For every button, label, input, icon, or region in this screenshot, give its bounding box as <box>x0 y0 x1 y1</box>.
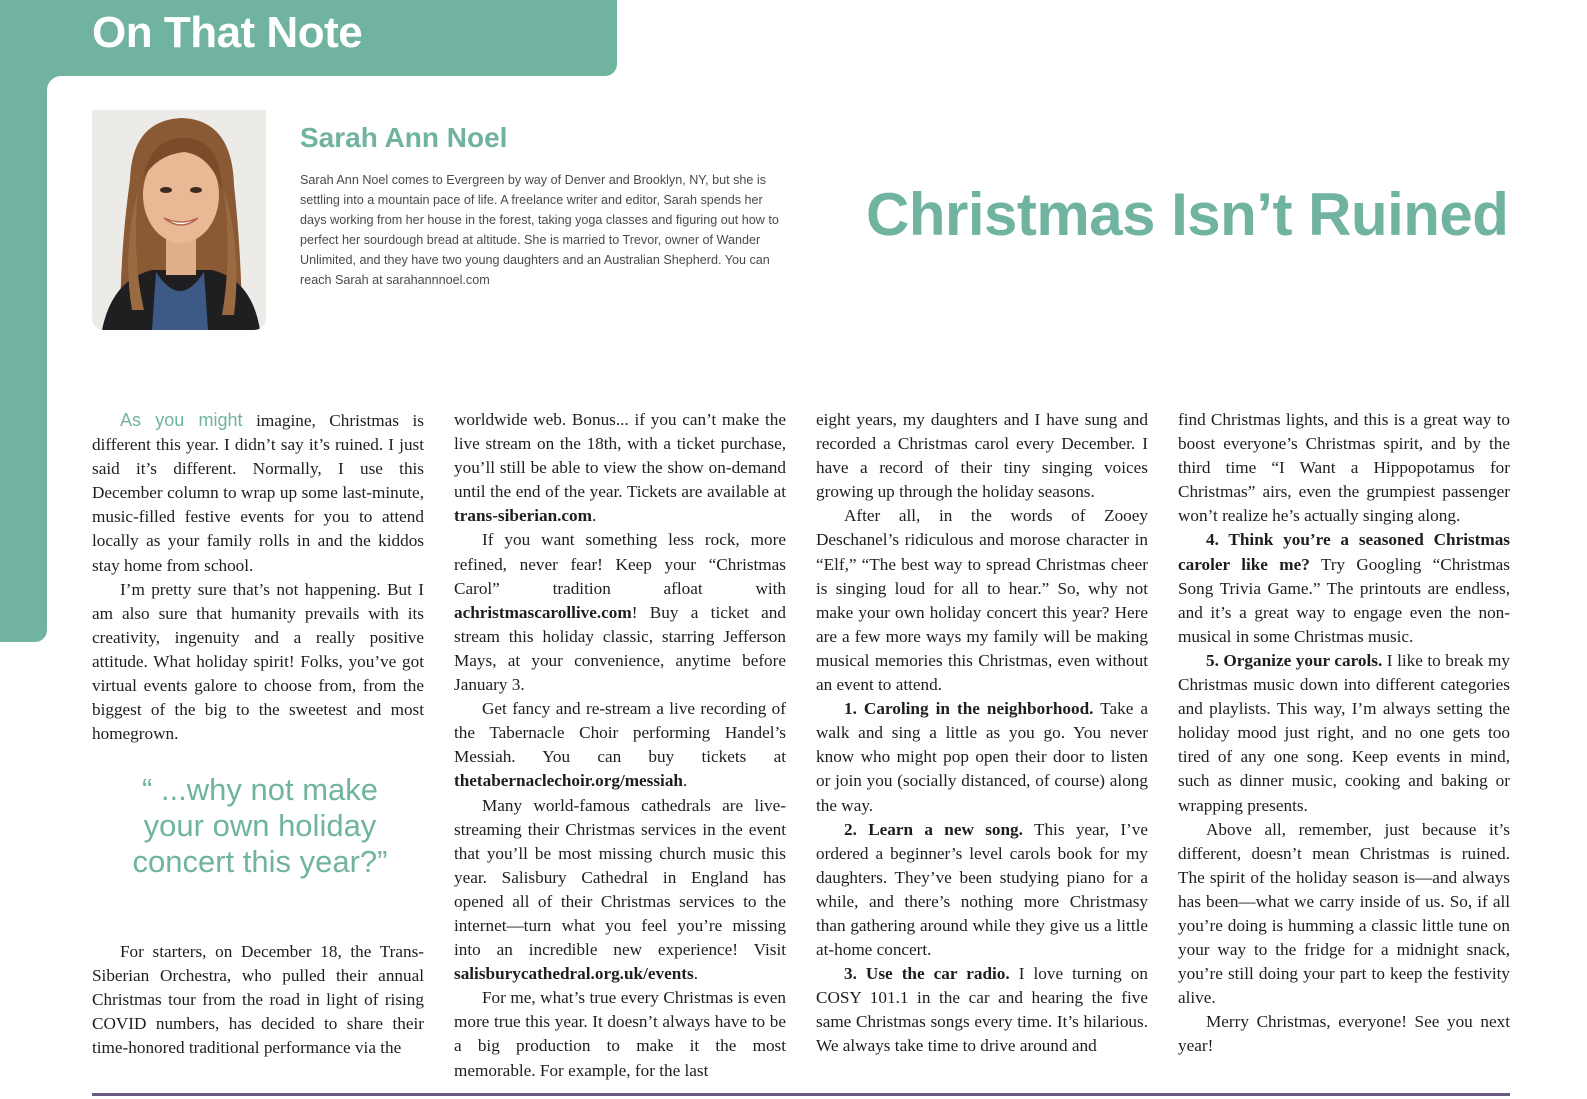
teal-side-band <box>0 0 47 642</box>
link-trans-siberian: trans-siberian.com <box>454 506 592 526</box>
paragraph: worldwide web. Bonus... if you can’t make the live stream on the 18th, with a ticket purchase, you’ll still be able to view the show on-demand until the end of the year. Tickets are available at trans-siberian.com. <box>454 410 786 526</box>
list-item: 1. Caroling in the neighborhood. Take a walk and sing a little as you go. You never know who might pop open their door to listen or join you (socially distanced, of course) along the way. <box>816 699 1148 815</box>
link-christmas-carol: achristmascarollive.com <box>454 602 632 622</box>
paragraph: Merry Christmas, everyone! See you next year! <box>1178 1012 1510 1056</box>
author-portrait-image <box>92 110 266 330</box>
article-column-4 <box>1178 408 1510 1059</box>
paragraph: If you want something less rock, more refined, never fear! Keep your “Christmas Carol” tradition afloat with achristmascarollive.com! Buy a ticket and stream this holiday classic, starring Jefferson Mays, at your convenience, anytime before January 3. <box>454 530 786 695</box>
author-photo <box>92 110 266 330</box>
paragraph: For starters, on December 18, the Trans-Siberian Orchestra, who pulled their annual Christmas tour from the road in light of rising COVID numbers, has decided to share their time-honored traditional performance via the <box>92 942 424 1058</box>
pull-quote: “ ...why not make your own holiday concert this year?” <box>132 772 388 879</box>
section-title: On That Note <box>92 8 363 57</box>
article-column-3 <box>816 408 1148 1059</box>
paragraph: Many world-famous cathedrals are live-streaming their Christmas services in the event that you’ll be most missing church music this year. Salisbury Cathedral in England has opened all of their Christmas services to the internet—turn what you feel you’re missing into an incredible new experience! Visit salisburycathedral.org.uk/events. <box>454 795 786 984</box>
article-headline: Christmas Isn’t Ruined <box>866 181 1509 248</box>
paragraph: As you might imagine, Christmas is different this year. I didn’t say it’s ruined. I just said it’s different. Normally, I use this December column to wrap up some last-minute, music-filled festive events for you to attend locally as your family rolls in and the kiddos stay home from school. <box>92 410 425 575</box>
author-name: Sarah Ann Noel <box>300 122 508 153</box>
article-column-1 <box>92 408 424 746</box>
paragraph: Above all, remember, just because it’s different, doesn’t mean Christmas is ruined. The spirit of the holiday season is—and always has been—what we carry inside of us. So, if all you’re doing is humming a classic little tune on your way to the fridge for a midnight snack, you’re still doing your part to keep the festivity alive. <box>1178 819 1510 1008</box>
list-item: 2. Learn a new song. This year, I’ve ordered a beginner’s level carols book for my daughters. They’ve been studying piano for a while, and there’s nothing more Christmasy than gathering around while they give us a little at-home concert. <box>816 819 1148 960</box>
paragraph: After all, in the words of Zooey Deschanel’s ridiculous and morose character in “Elf,” “The best way to spread Christmas cheer is singing loud for all to hear.” So, why not make your own holiday concert this year? Here are a few more ways my family will be making musical memories this Christmas, even without an event to attend. <box>816 506 1148 695</box>
paragraph: eight years, my daughters and I have sung and recorded a Christmas carol every December. I have a record of their tiny singing voices growing up through the holiday seasons. <box>816 410 1148 502</box>
link-tabernacle-choir: thetabernaclechoir.org/messiah <box>454 771 683 791</box>
list-item: 4. Think you’re a seasoned Christmas caroler like me? Try Googling “Christmas Song Trivia Game.” The printouts are endless, and it’s a great way to engage even the non-musical in some Christmas music. <box>1178 530 1510 646</box>
article-column-1-continued <box>92 940 424 1060</box>
paragraph: I’m pretty sure that’s not happening. But I am also sure that humanity prevails with its creativity, ingenuity and a really positive attitude. What holiday spirit! Folks, you’ve got virtual events galore to choose from, from the biggest of the big to the sweetest and most homegrown. <box>92 579 424 744</box>
paragraph: find Christmas lights, and this is a great way to boost everyone’s Christmas spirit, and by the third time “I Want a Hippopotamus for Christmas” airs, even the grumpiest passenger won’t realize he’s actually singing along. <box>1178 410 1510 526</box>
link-salisbury-cathedral: salisburycathedral.org.uk/events <box>454 964 694 984</box>
article-column-2 <box>454 408 786 1083</box>
list-item: 5. Organize your carols. I like to break my Christmas music down into different categories and playlists. This way, I’m always setting the holiday mood just right, and no one gets too tired of any one song. Keep events in mind, such as dinner music, cooking and baking or wrapping presents. <box>1178 650 1510 815</box>
author-bio: Sarah Ann Noel comes to Evergreen by way of Denver and Brooklyn, NY, but she is settling into a mountain pace of life. A freelance writer and editor, Sarah spends her days working from her house in the forest, taking yoga classes and figuring out how to perfect her sourdough bread at altitude. She is married to Trevor, owner of Wander Unlimited, and they have two young daughters and an Australian Shepherd. You can reach Sarah at sarahannnoel.com <box>300 173 779 287</box>
lead-in: As you might <box>120 410 243 430</box>
paragraph: Get fancy and re-stream a live recording of the Tabernacle Choir performing Handel’s Messiah. You can buy tickets at thetabernaclechoir.org/messiah. <box>454 699 786 791</box>
paragraph: For me, what’s true every Christmas is even more true this year. It doesn’t always have to be a big production to make it the most memorable. For example, for the last <box>454 988 786 1080</box>
bottom-rule <box>92 1093 1510 1096</box>
list-item: 3. Use the car radio. I love turning on COSY 101.1 in the car and hearing the five same Christmas songs every time. It’s hilarious. We always take time to drive around and <box>816 964 1148 1056</box>
